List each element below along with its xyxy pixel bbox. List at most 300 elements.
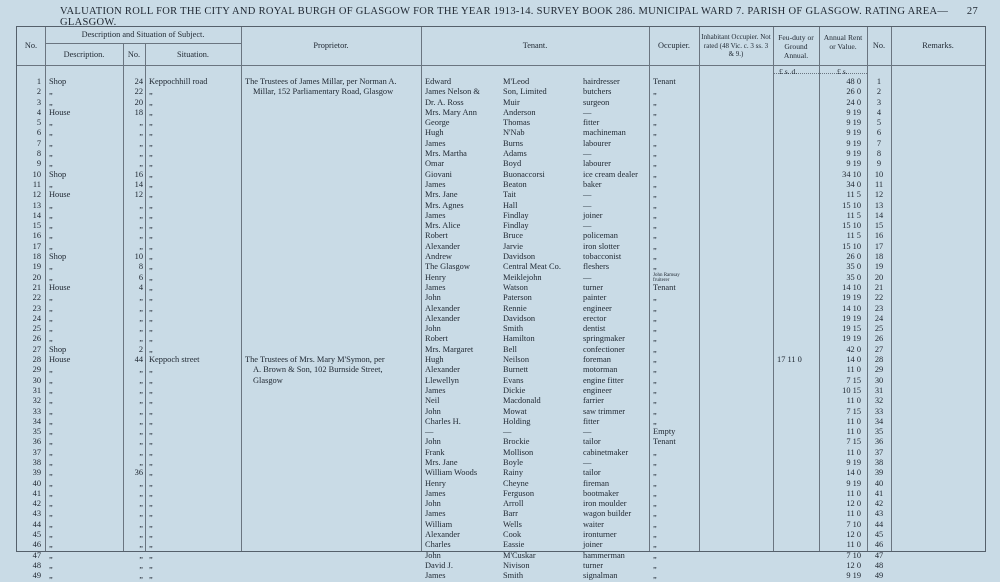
table-row <box>17 396 985 406</box>
row-house-number: 16 <box>134 169 143 179</box>
row-tenant-occupation: labourer <box>583 159 611 169</box>
row-occupier: „ <box>653 118 657 128</box>
row-number: 1 <box>36 77 41 86</box>
table-body <box>17 77 985 582</box>
row-description: „ <box>49 324 53 334</box>
table-row <box>17 118 985 128</box>
row-description: „ <box>49 396 53 406</box>
row-situation: „ <box>149 210 153 220</box>
table-row <box>17 128 985 138</box>
row-rent: 35 0 <box>846 262 861 272</box>
row-description: „ <box>49 416 53 426</box>
row-number: 5 <box>36 118 41 128</box>
row-rent: 9 19 <box>846 149 861 159</box>
row-situation: „ <box>149 313 153 323</box>
row-rent: 7 15 <box>846 406 861 416</box>
row-tenant-occupation: fitter <box>583 118 600 128</box>
row-house-number: „ <box>139 571 143 581</box>
row-tenant-occupation: tailor <box>583 437 601 447</box>
row-tenant-forename: James Nelson & <box>425 87 480 97</box>
row-tenant-surname: M'Cuskar <box>503 550 536 560</box>
row-description: „ <box>49 560 53 570</box>
row-tenant-surname: Burns <box>503 138 524 148</box>
row-tenant-surname: Smith <box>503 324 524 334</box>
row-number-right: 49 <box>874 571 884 581</box>
table-row <box>17 211 985 221</box>
table-row <box>17 159 985 169</box>
row-tenant-surname: Smith <box>503 571 524 581</box>
row-number: 25 <box>32 324 41 334</box>
row-occupier: „ <box>653 571 657 581</box>
row-house-number: „ <box>139 406 143 416</box>
row-house-number: „ <box>139 293 143 303</box>
row-number-right: 35 <box>874 427 884 437</box>
row-tenant-surname: Arroll <box>503 499 524 509</box>
row-number-right: 2 <box>876 87 882 97</box>
table-row <box>17 365 985 375</box>
table-row <box>17 355 985 365</box>
table-row <box>17 273 985 283</box>
row-situation: „ <box>149 221 153 231</box>
row-house-number: „ <box>139 396 143 406</box>
row-house-number: 8 <box>138 262 143 272</box>
row-tenant-surname: Brockie <box>503 437 530 447</box>
row-description: „ <box>49 447 53 457</box>
row-situation: „ <box>149 478 153 488</box>
row-house-number: „ <box>139 488 143 498</box>
row-description: „ <box>49 159 53 169</box>
row-number: 8 <box>36 149 41 159</box>
table-row <box>17 98 985 108</box>
row-number: 46 <box>32 540 41 550</box>
row-description: „ <box>49 571 53 581</box>
row-number-right: 20 <box>874 272 884 282</box>
row-tenant-forename: Frank <box>425 447 445 457</box>
table-row <box>17 437 985 447</box>
row-number-right: 7 <box>876 138 882 148</box>
row-number: 22 <box>32 293 41 303</box>
row-number: 38 <box>32 457 41 467</box>
row-rent: 11 5 <box>846 190 861 200</box>
row-tenant-surname: Barr <box>503 509 518 519</box>
row-tenant-forename: Charles H. <box>425 416 461 426</box>
table-row <box>17 324 985 334</box>
row-house-number: 14 <box>134 179 143 189</box>
row-situation: „ <box>149 457 153 467</box>
row-tenant-occupation: — <box>583 190 592 200</box>
table-row <box>17 551 985 561</box>
row-tenant-occupation: ice cream dealer <box>583 169 638 179</box>
row-house-number: „ <box>139 221 143 231</box>
row-situation: „ <box>149 447 153 457</box>
row-description: Shop <box>49 344 67 354</box>
row-rent: 9 19 <box>846 478 861 488</box>
row-tenant-occupation: foreman <box>583 355 611 365</box>
row-tenant-occupation: springmaker <box>583 334 625 344</box>
row-rent: 9 19 <box>846 159 861 169</box>
row-description: „ <box>49 468 53 478</box>
row-tenant-forename: Charles <box>425 540 451 550</box>
row-situation: „ <box>149 118 153 128</box>
row-tenant-occupation: machineman <box>583 128 626 138</box>
row-number: 3 <box>36 97 41 107</box>
header-description-group: Description and Situation of Subject. <box>81 30 205 39</box>
row-tenant-surname: Boyd <box>503 159 522 169</box>
row-house-number: „ <box>139 437 143 447</box>
table-row <box>17 407 985 417</box>
row-occupier: „ <box>653 293 657 303</box>
row-tenant-forename: John <box>425 499 441 509</box>
header-situation: Situation. <box>176 50 210 59</box>
row-house-number: „ <box>139 540 143 550</box>
table-row <box>17 283 985 293</box>
row-rent: 11 0 <box>846 540 861 550</box>
row-tenant-forename: Hugh <box>425 128 444 138</box>
row-number-right: 46 <box>874 540 884 550</box>
row-situation: Keppochhill road <box>149 77 208 86</box>
row-rent: 19 19 <box>842 334 861 344</box>
row-occupier: „ <box>653 509 657 519</box>
row-tenant-surname: Findlay <box>503 221 529 231</box>
header-no2: No. <box>127 50 141 59</box>
row-occupier: „ <box>653 396 657 406</box>
row-house-number: „ <box>139 128 143 138</box>
header-proprietor: Proprietor. <box>313 41 349 50</box>
row-tenant-forename: Dr. A. Ross <box>425 97 464 107</box>
row-tenant-surname: Cook <box>503 530 522 540</box>
table-row <box>17 149 985 159</box>
row-tenant-surname: Hamilton <box>503 334 535 344</box>
row-number-right: 1 <box>876 77 882 86</box>
row-situation: „ <box>149 169 153 179</box>
row-number-right: 16 <box>874 231 884 241</box>
row-tenant-occupation: — <box>583 107 592 117</box>
row-tenant-occupation: signalman <box>583 571 618 581</box>
row-tenant-occupation: — <box>583 457 592 467</box>
row-occupier: „ <box>653 344 657 354</box>
row-description: „ <box>49 200 53 210</box>
row-description: „ <box>49 313 53 323</box>
row-number-right: 3 <box>876 97 882 107</box>
row-house-number: „ <box>139 138 143 148</box>
row-number-right: 5 <box>876 118 882 128</box>
row-description: „ <box>49 457 53 467</box>
row-tenant-forename: Llewellyn <box>425 375 459 385</box>
row-number: 23 <box>32 303 41 313</box>
row-occupier: „ <box>653 540 657 550</box>
row-description: „ <box>49 406 53 416</box>
row-situation: „ <box>149 375 153 385</box>
row-house-number: „ <box>139 560 143 570</box>
table-row <box>17 139 985 149</box>
row-tenant-forename: Mrs. Alice <box>425 221 461 231</box>
row-house-number: „ <box>139 200 143 210</box>
table-row <box>17 427 985 437</box>
row-description: „ <box>49 221 53 231</box>
row-tenant-occupation: ironturner <box>583 530 617 540</box>
row-description: „ <box>49 550 53 560</box>
table-row <box>17 345 985 355</box>
row-description: „ <box>49 488 53 498</box>
row-description: House <box>49 282 71 292</box>
row-number: 11 <box>32 179 41 189</box>
header-remarks: Remarks. <box>922 41 954 50</box>
row-number-right: 26 <box>874 334 884 344</box>
row-tenant-surname: Beaton <box>503 179 527 189</box>
row-tenant-surname: Watson <box>503 282 528 292</box>
row-tenant-occupation: joiner <box>583 210 603 220</box>
row-tenant-surname: Anderson <box>503 107 536 117</box>
row-rent: 42 0 <box>846 344 861 354</box>
row-tenant-forename: Alexander <box>425 303 460 313</box>
row-number-right: 43 <box>874 509 884 519</box>
row-number: 10 <box>32 169 41 179</box>
row-number: 28 <box>32 355 41 365</box>
row-tenant-surname: Dickie <box>503 385 526 395</box>
row-tenant-forename: John <box>425 550 441 560</box>
row-rent: 9 19 <box>846 571 861 581</box>
row-description: „ <box>49 128 53 138</box>
row-description: House <box>49 355 71 365</box>
row-number-right: 33 <box>874 406 884 416</box>
row-tenant-occupation: baker <box>583 179 602 189</box>
valuation-roll-table <box>16 26 986 581</box>
row-tenant-forename: James <box>425 179 446 189</box>
row-number-right: 32 <box>874 396 884 406</box>
row-description: „ <box>49 293 53 303</box>
header-tenant: Tenant. <box>522 41 548 50</box>
row-description: „ <box>49 210 53 220</box>
row-house-number: 18 <box>134 107 143 117</box>
row-house-number: „ <box>139 303 143 313</box>
row-tenant-occupation: butchers <box>583 87 612 97</box>
row-tenant-surname: M'Leod <box>503 77 530 86</box>
row-rent: 11 0 <box>846 365 861 375</box>
row-number-right: 38 <box>874 457 884 467</box>
table-row <box>17 417 985 427</box>
row-situation: „ <box>149 179 153 189</box>
row-rent: 14 10 <box>842 303 861 313</box>
row-tenant-occupation: turner <box>583 560 603 570</box>
row-occupier: „ <box>653 468 657 478</box>
proprietor-2-line-3: Glasgow <box>253 375 283 385</box>
row-house-number: „ <box>139 159 143 169</box>
table-row <box>17 190 985 200</box>
row-number-right: 23 <box>874 303 884 313</box>
row-rent: 14 0 <box>846 468 861 478</box>
row-tenant-forename: Alexander <box>425 241 460 251</box>
row-tenant-occupation: fleshers <box>583 262 610 272</box>
row-rent: 24 0 <box>846 97 861 107</box>
table-row <box>17 170 985 180</box>
row-tenant-forename: Alexander <box>425 313 460 323</box>
row-rent: 48 0 <box>846 77 861 86</box>
row-description: „ <box>49 97 53 107</box>
row-tenant-surname: Buonaccorsi <box>503 169 545 179</box>
row-tenant-occupation: saw trimmer <box>583 406 626 416</box>
row-house-number: „ <box>139 210 143 220</box>
row-situation: „ <box>149 282 153 292</box>
row-situation: „ <box>149 427 153 437</box>
row-number-right: 27 <box>874 344 884 354</box>
row-situation: „ <box>149 231 153 241</box>
row-tenant-surname: Davidson <box>503 313 536 323</box>
row-number-right: 34 <box>874 416 884 426</box>
row-number-right: 21 <box>874 282 884 292</box>
row-occupier: „ <box>653 200 657 210</box>
row-tenant-surname: Rainy <box>503 468 524 478</box>
table-row <box>17 509 985 519</box>
row-number-right: 31 <box>874 385 884 395</box>
row-occupier: „ <box>653 231 657 241</box>
row-house-number: 4 <box>138 282 143 292</box>
row-tenant-surname: Evans <box>503 375 524 385</box>
table-row <box>17 540 985 550</box>
header-no-right: No. <box>872 41 886 50</box>
page-title: VALUATION ROLL FOR THE CITY AND ROYAL BURGH OF GLASGOW FOR THE YEAR 1913-14. SURVEY BOOK 286. MUNICIPAL WARD 7. PARISH OF GLASGOW. RATING AREA—GLASGOW. <box>60 6 949 28</box>
row-tenant-occupation: — <box>583 149 592 159</box>
row-rent: 15 10 <box>842 221 861 231</box>
row-tenant-occupation: erector <box>583 313 607 323</box>
row-house-number: 22 <box>134 87 143 97</box>
header-annual-rent: Annual Rent or Value. <box>823 33 863 51</box>
row-situation: „ <box>149 107 153 117</box>
row-tenant-occupation: — <box>583 200 592 210</box>
row-situation: „ <box>149 87 153 97</box>
row-occupier: „ <box>653 97 657 107</box>
row-rent: 14 0 <box>846 355 861 365</box>
row-description: „ <box>49 427 53 437</box>
row-description: „ <box>49 334 53 344</box>
row-situation: „ <box>149 365 153 375</box>
row-tenant-surname: Nivison <box>503 560 530 570</box>
row-house-number: 24 <box>134 77 143 86</box>
header-occupier: Occupier. <box>657 41 691 50</box>
row-tenant-surname: Tait <box>503 190 516 200</box>
row-tenant-surname: Davidson <box>503 252 536 262</box>
row-rent: 19 19 <box>842 293 861 303</box>
row-rent: 9 19 <box>846 107 861 117</box>
row-situation: „ <box>149 159 153 169</box>
table-row <box>17 252 985 262</box>
row-rent: 35 0 <box>846 272 861 282</box>
row-rent: 19 19 <box>842 313 861 323</box>
row-description: „ <box>49 241 53 251</box>
row-tenant-forename: Giovani <box>425 169 452 179</box>
row-tenant-forename: John <box>425 324 441 334</box>
row-house-number: „ <box>139 550 143 560</box>
row-tenant-forename: — <box>425 427 434 437</box>
table-row <box>17 479 985 489</box>
row-tenant-surname: N'Nab <box>503 128 525 138</box>
row-number: 2 <box>36 87 41 97</box>
row-occupier: „ <box>653 365 657 375</box>
row-situation: „ <box>149 468 153 478</box>
row-house-number: 12 <box>134 190 143 200</box>
row-description: „ <box>49 499 53 509</box>
row-tenant-forename: Andrew <box>425 252 452 262</box>
row-occupier: „ <box>653 107 657 117</box>
row-rent: 7 10 <box>846 550 861 560</box>
table-row <box>17 448 985 458</box>
row-situation: „ <box>149 128 153 138</box>
row-number-right: 41 <box>874 488 884 498</box>
row-tenant-forename: James <box>425 282 446 292</box>
row-house-number: „ <box>139 241 143 251</box>
row-occupier: „ <box>653 262 657 272</box>
row-description: „ <box>49 262 53 272</box>
row-rent: 12 0 <box>846 560 861 570</box>
row-description: Shop <box>49 77 67 86</box>
proprietor-1-line-1: The Trustees of James Millar, per Norman A. <box>245 77 397 86</box>
row-rent: 26 0 <box>846 252 861 262</box>
row-description: „ <box>49 385 53 395</box>
row-tenant-forename: Alexander <box>425 530 460 540</box>
row-tenant-occupation: policeman <box>583 231 618 241</box>
row-occupier: „ <box>653 334 657 344</box>
row-tenant-occupation: bootmaker <box>583 488 619 498</box>
table-row <box>17 489 985 499</box>
row-number: 4 <box>36 107 41 117</box>
table-row <box>17 242 985 252</box>
row-tenant-forename: George <box>425 118 450 128</box>
row-tenant-forename: William <box>425 519 453 529</box>
row-occupier: John Ramsay fruiterer <box>653 272 680 283</box>
row-description: „ <box>49 365 53 375</box>
table-row <box>17 108 985 118</box>
row-occupier: „ <box>653 550 657 560</box>
row-number-right: 15 <box>874 221 884 231</box>
row-house-number: „ <box>139 457 143 467</box>
row-situation: „ <box>149 499 153 509</box>
row-tenant-occupation: — <box>583 272 592 282</box>
row-description: „ <box>49 509 53 519</box>
row-rent: 11 0 <box>846 396 861 406</box>
row-house-number: „ <box>139 375 143 385</box>
row-tenant-forename: Henry <box>425 272 446 282</box>
row-tenant-surname: Jarvie <box>503 241 523 251</box>
header-inhabitant-occupier: Inhabitant Occupier. Not rated (48 Vic. c. 3 ss. 3 & 9.) <box>701 33 771 58</box>
row-tenant-forename: Mrs. Jane <box>425 190 458 200</box>
row-tenant-forename: James <box>425 385 446 395</box>
row-number-right: 14 <box>874 210 884 220</box>
row-number: 14 <box>32 210 41 220</box>
row-house-number: „ <box>139 385 143 395</box>
table-row <box>17 231 985 241</box>
row-occupier: „ <box>653 324 657 334</box>
row-number-right: 19 <box>874 262 884 272</box>
row-situation: „ <box>149 138 153 148</box>
row-house-number: „ <box>139 530 143 540</box>
row-tenant-forename: James <box>425 509 446 519</box>
row-occupier: „ <box>653 355 657 365</box>
row-occupier: Empty <box>653 427 676 437</box>
row-house-number: „ <box>139 499 143 509</box>
row-tenant-forename: The Glasgow <box>425 262 470 272</box>
row-rent: 7 10 <box>846 519 861 529</box>
row-occupier: „ <box>653 530 657 540</box>
row-number: 17 <box>32 241 41 251</box>
row-description: „ <box>49 303 53 313</box>
row-occupier: „ <box>653 457 657 467</box>
row-description: House <box>49 107 71 117</box>
row-number: 40 <box>32 478 41 488</box>
row-house-number: 6 <box>138 272 143 282</box>
row-rent: 34 10 <box>842 169 861 179</box>
row-number-right: 18 <box>874 252 884 262</box>
row-rent: 15 10 <box>842 241 861 251</box>
row-number-right: 11 <box>874 179 884 189</box>
